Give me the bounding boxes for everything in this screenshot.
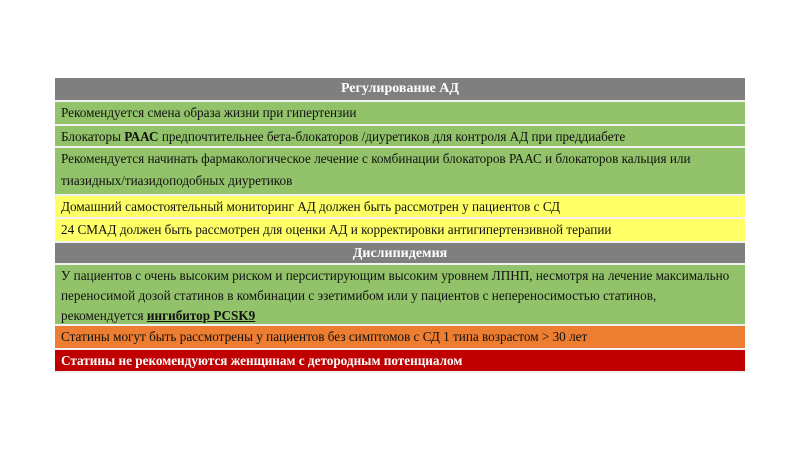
row-text: Домашний самостоятельный мониторинг АД должен быть рассмотрен у пациентов с СД xyxy=(61,199,560,214)
recommendations-table xyxy=(55,78,745,373)
pcsk9-link[interactable]: ингибитор PCSK9 xyxy=(146,308,256,323)
section-title: Дислипидемия xyxy=(352,246,448,261)
table-row xyxy=(55,219,745,243)
table-row xyxy=(55,126,745,148)
table-row xyxy=(55,326,745,350)
row-text: Рекомендуется смена образа жизни при гипертензии xyxy=(61,105,357,120)
row-text: 24 СМАД должен быть рассмотрен для оценки АД и корректировки антигипертензивной терапии xyxy=(61,222,612,237)
row-text: Рекомендуется начинать фармакологическое лечение с комбинации блокаторов РААС и блокаторов кальция или тиазидных/тиазидоподобных диуретиков xyxy=(61,151,691,188)
table-row xyxy=(55,196,745,219)
row-text: Статины могут быть рассмотрены у пациентов без симптомов с СД 1 типа возрастом > 30 лет xyxy=(61,329,588,344)
table-row xyxy=(55,350,745,373)
section-header-bp xyxy=(55,78,745,102)
table-row xyxy=(55,148,745,196)
row-text: Блокаторы РААС предпочтительнее бета-блокаторов /диуретиков для контроля АД при преддиабете xyxy=(61,129,626,144)
section-header-lipids xyxy=(55,243,745,265)
row-text: У пациентов с очень высоким риском и персистирующим высоким уровнем ЛПНП, несмотря на лечение максимально переносимой дозой статинов в комбинации с эзетимибом или у пациентов с непереносимостью статинов, рекомендуется ингибитор PCSK9 xyxy=(61,268,730,323)
section-title: Регулирование АД xyxy=(340,81,460,96)
row-text: Статины не рекомендуются женщинам с детородным потенциалом xyxy=(61,353,463,368)
table-row xyxy=(55,102,745,126)
table-row xyxy=(55,265,745,326)
